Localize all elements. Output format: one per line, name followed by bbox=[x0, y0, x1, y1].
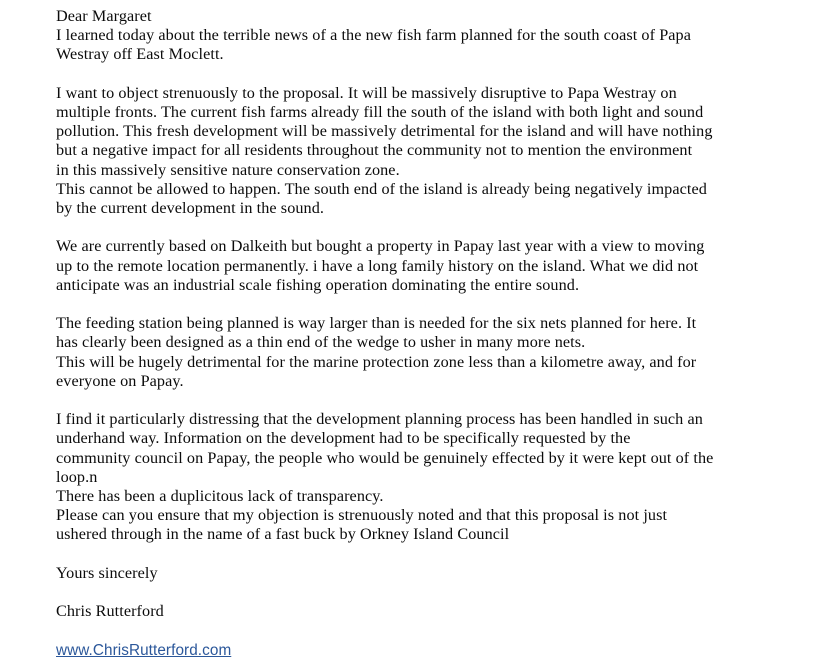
signature-name: Chris Rutterford bbox=[56, 602, 164, 621]
website-link[interactable]: www.ChrisRutterford.com bbox=[56, 641, 232, 659]
paragraph-line: but a negative impact for all residents throughout the community not to mention the environment bbox=[56, 141, 693, 160]
paragraph-spacer bbox=[56, 621, 768, 640]
paragraph-line: Westray off East Moclett. bbox=[56, 45, 224, 64]
paragraph-line: We are currently based on Dalkeith but bought a property in Papay last year with a view to moving bbox=[56, 237, 705, 256]
paragraph-feeding-station bbox=[56, 314, 768, 391]
salutation: Dear Margaret bbox=[56, 7, 152, 25]
paragraph-personal-history bbox=[56, 237, 768, 295]
paragraph-spacer bbox=[56, 545, 768, 564]
paragraph-line: I find it particularly distressing that the development planning process has been handled in such an bbox=[56, 410, 703, 429]
paragraph-line: anticipate was an industrial scale fishing operation dominating the entire sound. bbox=[56, 275, 580, 294]
paragraph-line: There has been a duplicitous lack of transparency. bbox=[56, 487, 384, 506]
paragraph-line: loop.n bbox=[56, 467, 98, 486]
paragraph-line: I learned today about the terrible news of a the new fish farm planned for the south coast of Papa bbox=[56, 26, 691, 45]
closing-paragraph bbox=[56, 564, 768, 583]
website-paragraph bbox=[56, 641, 768, 660]
paragraph-spacer bbox=[56, 583, 768, 602]
paragraph-line: I want to object strenuously to the proposal. It will be massively disruptive to Papa Westray on bbox=[56, 83, 677, 102]
paragraph-line: underhand way. Information on the development had to be specifically requested by the bbox=[56, 429, 631, 448]
paragraph-line: Please can you ensure that my objection is strenuously noted and that this proposal is not just bbox=[56, 506, 668, 525]
paragraph-line: up to the remote location permanently. i have a long family history on the island. What we did not bbox=[56, 256, 699, 275]
paragraph-line: ushered through in the name of a fast buck by Orkney Island Council bbox=[56, 525, 510, 544]
letter-body bbox=[56, 7, 768, 660]
paragraph-spacer bbox=[56, 218, 768, 237]
paragraph-process-complaint bbox=[56, 410, 768, 544]
paragraph-line: The feeding station being planned is way larger than is needed for the six nets planned for here. It bbox=[56, 314, 697, 333]
signature-paragraph bbox=[56, 602, 768, 621]
paragraph-objection bbox=[56, 84, 768, 218]
paragraph-line: pollution. This fresh development will be massively detrimental for the island and will have nothing bbox=[56, 122, 713, 141]
paragraph-line: by the current development in the sound. bbox=[56, 199, 325, 218]
paragraph-intro bbox=[56, 26, 768, 64]
paragraph-line: This will be hugely detrimental for the marine protection zone less than a kilometre away, and for bbox=[56, 352, 697, 371]
paragraph-line: has clearly been designed as a thin end of the wedge to usher in many more nets. bbox=[56, 333, 586, 352]
paragraph-line: everyone on Papay. bbox=[56, 371, 184, 390]
paragraph-line: multiple fronts. The current fish farms already fill the south of the island with both light and sound bbox=[56, 103, 704, 121]
paragraph-line: in this massively sensitive nature conservation zone. bbox=[56, 160, 400, 179]
paragraph-spacer bbox=[56, 391, 768, 410]
paragraph-line: community council on Papay, the people who would be genuinely effected by it were kept out of the bbox=[56, 448, 714, 467]
salutation-paragraph bbox=[56, 7, 768, 26]
closing-salutation: Yours sincerely bbox=[56, 563, 158, 582]
paragraph-line: This cannot be allowed to happen. The south end of the island is already being negatively impacted bbox=[56, 179, 707, 198]
paragraph-spacer bbox=[56, 295, 768, 314]
paragraph-spacer bbox=[56, 65, 768, 84]
